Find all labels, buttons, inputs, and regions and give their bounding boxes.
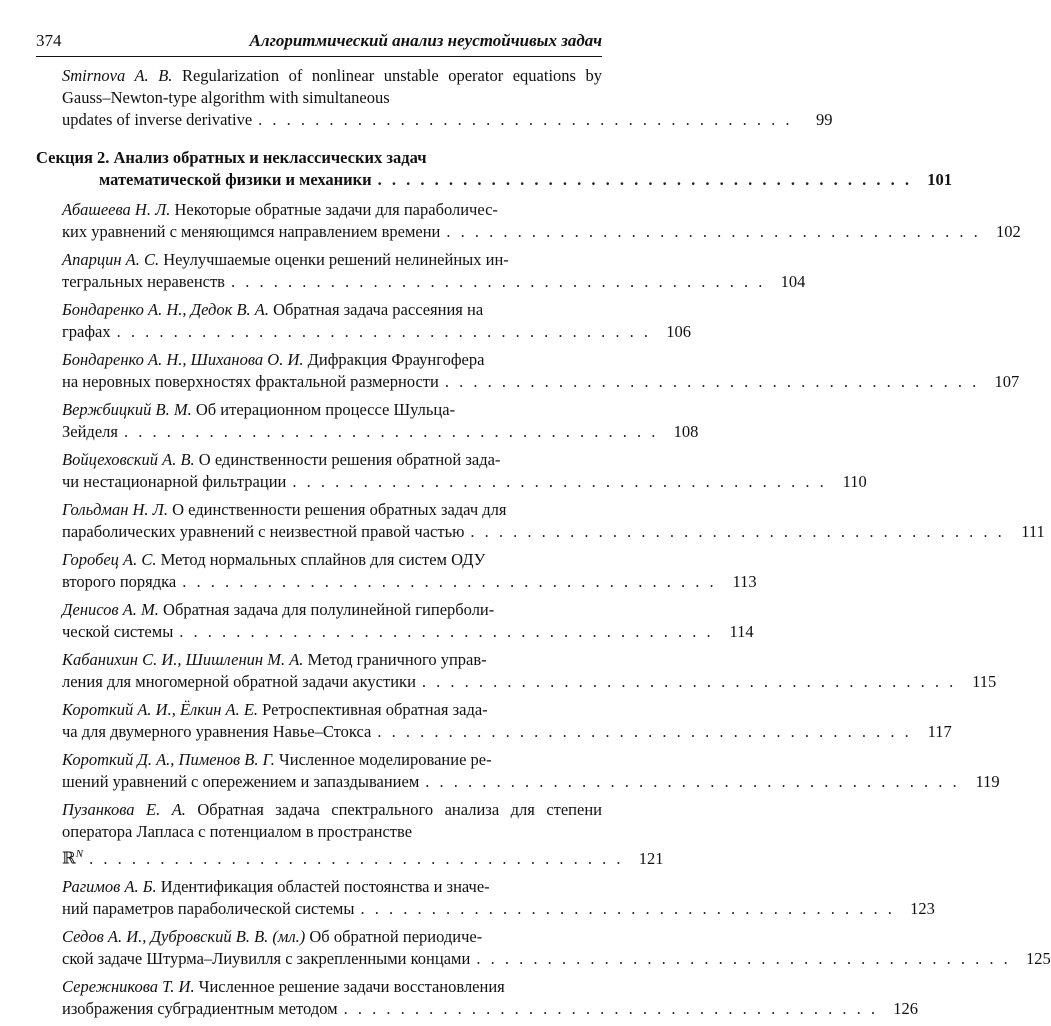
toc-entry (36, 799, 664, 870)
entry-title: Метод граничного управ- (303, 650, 487, 669)
entry-title: О единственности решения обратных задач для (167, 500, 507, 519)
entry-title: Обратная задача рассеяния на (269, 300, 484, 319)
entry-title-end: тегральных неравенств (62, 272, 225, 291)
section-heading (36, 147, 953, 191)
section-page: 101 (927, 170, 953, 189)
leader-dots: . . . . . . . . . . . . . . . . . . . . . . . . . . . . . . . . . . . . . . (377, 170, 913, 189)
entry-authors: Бондаренко А. Н., Дедок В. А. (62, 300, 269, 319)
toc-entry (36, 65, 833, 131)
entry-title: Численное моделирование ре- (274, 750, 492, 769)
entry-page: 119 (975, 772, 1000, 791)
entry-page: 106 (666, 322, 691, 341)
entry-title: Обратная задача спектрального анализа для степени оператора Лапласа с потенциалом в пространстве (62, 800, 602, 841)
entry-authors: Кабанихин С. И., Шишленин М. А. (62, 650, 304, 669)
entry-authors: Вержбицкий В. М. (62, 400, 192, 419)
entry-title-end: ний параметров параболической системы (62, 898, 355, 918)
entry-authors: Денисов А. М. (62, 600, 159, 619)
leader-dots: . . . . . . . . . . . . . . . . . . . . . . . . . . . . . . . . . . . . . . (343, 998, 878, 1018)
entry-title: Метод нормальных сплайнов для систем ОДУ (156, 550, 486, 569)
entry-title: Дифракция Фраунгофера (303, 350, 485, 369)
toc-entry (36, 699, 952, 743)
entry-title: О единственности решения обратной зада- (194, 450, 501, 469)
entry-title: Обратная задача для полулинейной гиперболи- (158, 600, 495, 619)
table-of-contents (36, 65, 1051, 1020)
entry-title-end: изображения субградиентным методом (62, 998, 338, 1018)
toc-entry (36, 599, 754, 643)
entry-title: Regularization of nonlinear unstable operator equations by Gauss–Newton-type algorithm with simultaneous (62, 66, 602, 107)
entry-page: 113 (732, 572, 757, 591)
leader-dots: . . . . . . . . . . . . . . . . . . . . . . . . . . . . . . . . . . . . . . (123, 422, 659, 441)
leader-dots: . . . . . . . . . . . . . . . . . . . . . . . . . . . . . . . . . . . . . . (292, 472, 827, 491)
entry-title-end: ской задаче Штурма–Лиувилля с закрепленными концами (62, 948, 471, 968)
entry-page: 99 (816, 110, 833, 129)
entry-title-end: на неровных поверхностях фрактальной размерности (62, 372, 439, 391)
entry-title: Ретроспективная обратная зада- (258, 700, 488, 719)
leader-dots: . . . . . . . . . . . . . . . . . . . . . . . . . . . . . . . . . . . . . . (476, 948, 1011, 968)
entry-authors: Войцеховский А. В. (62, 450, 195, 469)
toc-entry (36, 549, 757, 593)
entry-title-end: updates of inverse derivative (62, 110, 253, 129)
leader-dots: . . . . . . . . . . . . . . . . . . . . . . . . . . . . . . . . . . . . . . (444, 372, 980, 391)
toc-entry (36, 926, 1051, 970)
entry-title-end: второго порядка (62, 572, 177, 591)
entry-page: 115 (972, 672, 997, 691)
entry-title-end: ления для многомерной обратной задачи акустики (62, 672, 416, 691)
toc-entry (36, 449, 867, 493)
entry-authors: Smirnova A. B. (62, 66, 173, 85)
entry-page: 121 (638, 848, 664, 868)
running-head (36, 30, 602, 57)
entry-page: 108 (673, 422, 699, 441)
page-number: 374 (36, 31, 62, 50)
entry-authors: Сережникова Т. И. (62, 976, 195, 996)
toc-entry (36, 876, 935, 920)
leader-dots: . . . . . . . . . . . . . . . . . . . . . . . . . . . . . . . . . . . . . . (230, 272, 766, 291)
leader-dots: . . . . . . . . . . . . . . . . . . . . . . . . . . . . . . . . . . . . . . (425, 772, 960, 791)
entry-page: 102 (996, 222, 1021, 241)
toc-entry (36, 299, 691, 343)
section-title-end: математической физики и механики (99, 170, 372, 189)
entry-authors: Горобец А. С. (62, 550, 157, 569)
entry-authors: Короткий А. И., Ёлкин А. Е. (62, 700, 259, 719)
leader-dots: . . . . . . . . . . . . . . . . . . . . . . . . . . . . . . . . . . . . . . (89, 848, 624, 868)
entry-page: 111 (1021, 522, 1045, 541)
entry-title: Идентификация областей постоянства и значе- (156, 876, 490, 896)
leader-dots: . . . . . . . . . . . . . . . . . . . . . . . . . . . . . . . . . . . . . . (470, 522, 1005, 541)
leader-dots: . . . . . . . . . . . . . . . . . . . . . . . . . . . . . . . . . . . . . . (116, 322, 651, 341)
entry-page: 114 (729, 622, 754, 641)
leader-dots: . . . . . . . . . . . . . . . . . . . . . . . . . . . . . . . . . . . . . . (377, 722, 912, 741)
entry-authors: Короткий Д. А., Пименов В. Г. (62, 750, 275, 769)
toc-entry (36, 649, 997, 693)
entry-page: 123 (910, 898, 935, 918)
toc-entry (36, 399, 699, 443)
entry-title-end: графах (62, 322, 111, 341)
entry-page: 104 (780, 272, 806, 291)
leader-dots: . . . . . . . . . . . . . . . . . . . . . . . . . . . . . . . . . . . . . . (360, 898, 895, 918)
leader-dots: . . . . . . . . . . . . . . . . . . . . . . . . . . . . . . . . . . . . . . (421, 672, 957, 691)
section-title: Секция 2. Анализ обратных и неклассических задач (36, 148, 427, 167)
toc-entry (36, 249, 806, 293)
entry-title: Неулучшаемые оценки решений нелинейных ин- (159, 250, 509, 269)
book-title: Алгоритмический анализ неустойчивых задач (249, 31, 602, 50)
entry-title: Некоторые обратные задачи для параболичес- (170, 200, 498, 219)
entry-title-end: ча для двумерного уравнения Навье–Стокса (62, 722, 372, 741)
superscript: N (75, 848, 84, 860)
leader-dots: . . . . . . . . . . . . . . . . . . . . . . . . . . . . . . . . . . . . . . (446, 222, 981, 241)
entry-title: Об обратной периодиче- (305, 926, 483, 946)
toc-entry (36, 976, 918, 1020)
toc-entry (36, 199, 1021, 243)
entry-authors: Бондаренко А. Н., Шиханова О. И. (62, 350, 304, 369)
entry-title-end: чи нестационарной фильтрации (62, 472, 287, 491)
entry-title-end: ℝ (62, 848, 76, 868)
toc-entry (36, 349, 1020, 393)
entry-title-end: ких уравнений с меняющимся направлением времени (62, 222, 441, 241)
entry-page: 110 (842, 472, 867, 491)
entry-authors: Абашеева Н. Л. (62, 200, 171, 219)
entry-title-end: параболических уравнений с неизвестной правой частью (62, 522, 465, 541)
toc-entry (36, 499, 1045, 543)
entry-authors: Апарцин А. С. (62, 250, 160, 269)
entry-page: 107 (994, 372, 1020, 391)
leader-dots: . . . . . . . . . . . . . . . . . . . . . . . . . . . . . . . . . . . . . . (258, 110, 793, 129)
toc-entry (36, 749, 1000, 793)
entry-title-end: ческой системы (62, 622, 174, 641)
leader-dots: . . . . . . . . . . . . . . . . . . . . . . . . . . . . . . . . . . . . . . (182, 572, 717, 591)
entry-title-end: шений уравнений с опережением и запаздыванием (62, 772, 420, 791)
entry-title-end: Зейделя (62, 422, 118, 441)
entry-authors: Пузанкова Е. А. (62, 800, 186, 819)
leader-dots: . . . . . . . . . . . . . . . . . . . . . . . . . . . . . . . . . . . . . . (179, 622, 714, 641)
entry-authors: Рагимов А. Б. (62, 876, 157, 896)
entry-page: 126 (893, 998, 918, 1018)
entry-page: 125 (1025, 948, 1051, 968)
entry-authors: Седов А. И., Дубровский В. В. (мл.) (62, 926, 306, 946)
toc-page (36, 30, 1051, 1026)
entry-page: 117 (927, 722, 952, 741)
entry-authors: Гольдман Н. Л. (62, 500, 168, 519)
entry-title: Об итерационном процессе Шульца- (191, 400, 456, 419)
entry-title: Численное решение задачи восстановления (194, 976, 505, 996)
